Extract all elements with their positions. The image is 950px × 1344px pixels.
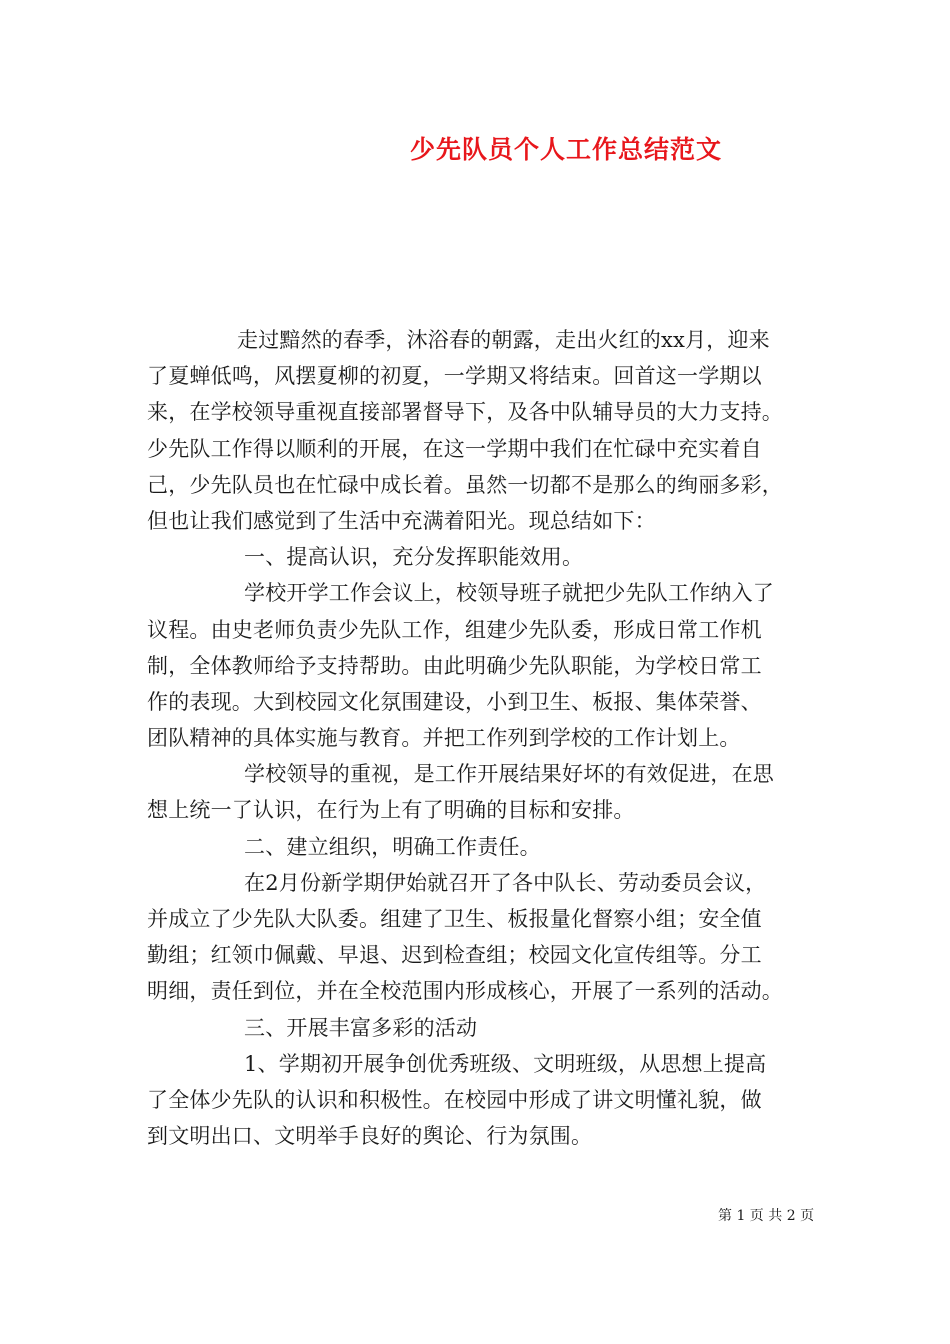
paragraph-line: 到文明出口、文明举手良好的舆论、行为氛围。	[147, 1124, 593, 1149]
paragraph-line: 学校开学工作会议上，校领导班子就把少先队工作纳入了	[244, 581, 774, 606]
paragraph-line: 在2月份新学期伊始就召开了各中队长、劳动委员会议，	[244, 870, 767, 895]
paragraph-line: 勤组；红领巾佩戴、早退、迟到检查组；校园文化宣传组等。分工	[147, 943, 762, 968]
paragraph-line: 了夏蝉低鸣，风摆夏柳的初夏，一学期又将结束。回首这一学期以	[147, 364, 762, 389]
paragraph-line: 1、学期初开展争创优秀班级、文明班级，从思想上提高	[244, 1051, 767, 1076]
paragraph-line: 走过黯然的春季，沐浴春的朝露，走出火红的xx月，迎来	[237, 328, 770, 352]
section-heading: 二、建立组织，明确工作责任。	[244, 834, 541, 859]
paragraph-line: 作的表现。大到校园文化氛围建设，小到卫生、板报、集体荣誉、	[147, 689, 762, 714]
paragraph-line: 己，少先队员也在忙碌中成长着。虽然一切都不是那么的绚丽多彩，	[147, 472, 783, 497]
paragraph-line: 但也让我们感觉到了生活中充满着阳光。现总结如下：	[147, 508, 656, 533]
section-heading: 三、开展丰富多彩的活动	[244, 1015, 478, 1040]
paragraph-line: 来，在学校领导重视直接部署督导下，及各中队辅导员的大力支持。	[147, 400, 783, 425]
paragraph-line: 了全体少先队的认识和积极性。在校园中形成了讲文明懂礼貌，做	[147, 1087, 762, 1112]
paragraph-line: 少先队工作得以顺利的开展，在这一学期中我们在忙碌中充实着自	[147, 436, 762, 461]
document-title: 少先队员个人工作总结范文	[410, 135, 723, 164]
section-heading: 一、提高认识，充分发挥职能效用。	[244, 545, 584, 570]
paragraph-line: 并成立了少先队大队委。组建了卫生、板报量化督察小组；安全值	[147, 907, 762, 931]
paragraph-line: 议程。由史老师负责少先队工作，组建少先队委，形成日常工作机	[147, 617, 762, 642]
paragraph-line: 学校领导的重视，是工作开展结果好坏的有效促进，在思	[244, 762, 774, 787]
paragraph-line: 明细，责任到位，并在全校范围内形成核心，开展了一系列的活动。	[147, 979, 783, 1004]
paragraph-line: 制，全体教师给予支持帮助。由此明确少先队职能，为学校日常工	[147, 653, 762, 678]
paragraph-line: 团队精神的具体实施与教育。并把工作列到学校的工作计划上。	[147, 726, 741, 751]
paragraph-line: 想上统一了认识，在行为上有了明确的目标和安排。	[147, 798, 635, 823]
document-body	[147, 322, 815, 1154]
page-number: 第 1 页 共 2 页	[718, 1208, 815, 1224]
